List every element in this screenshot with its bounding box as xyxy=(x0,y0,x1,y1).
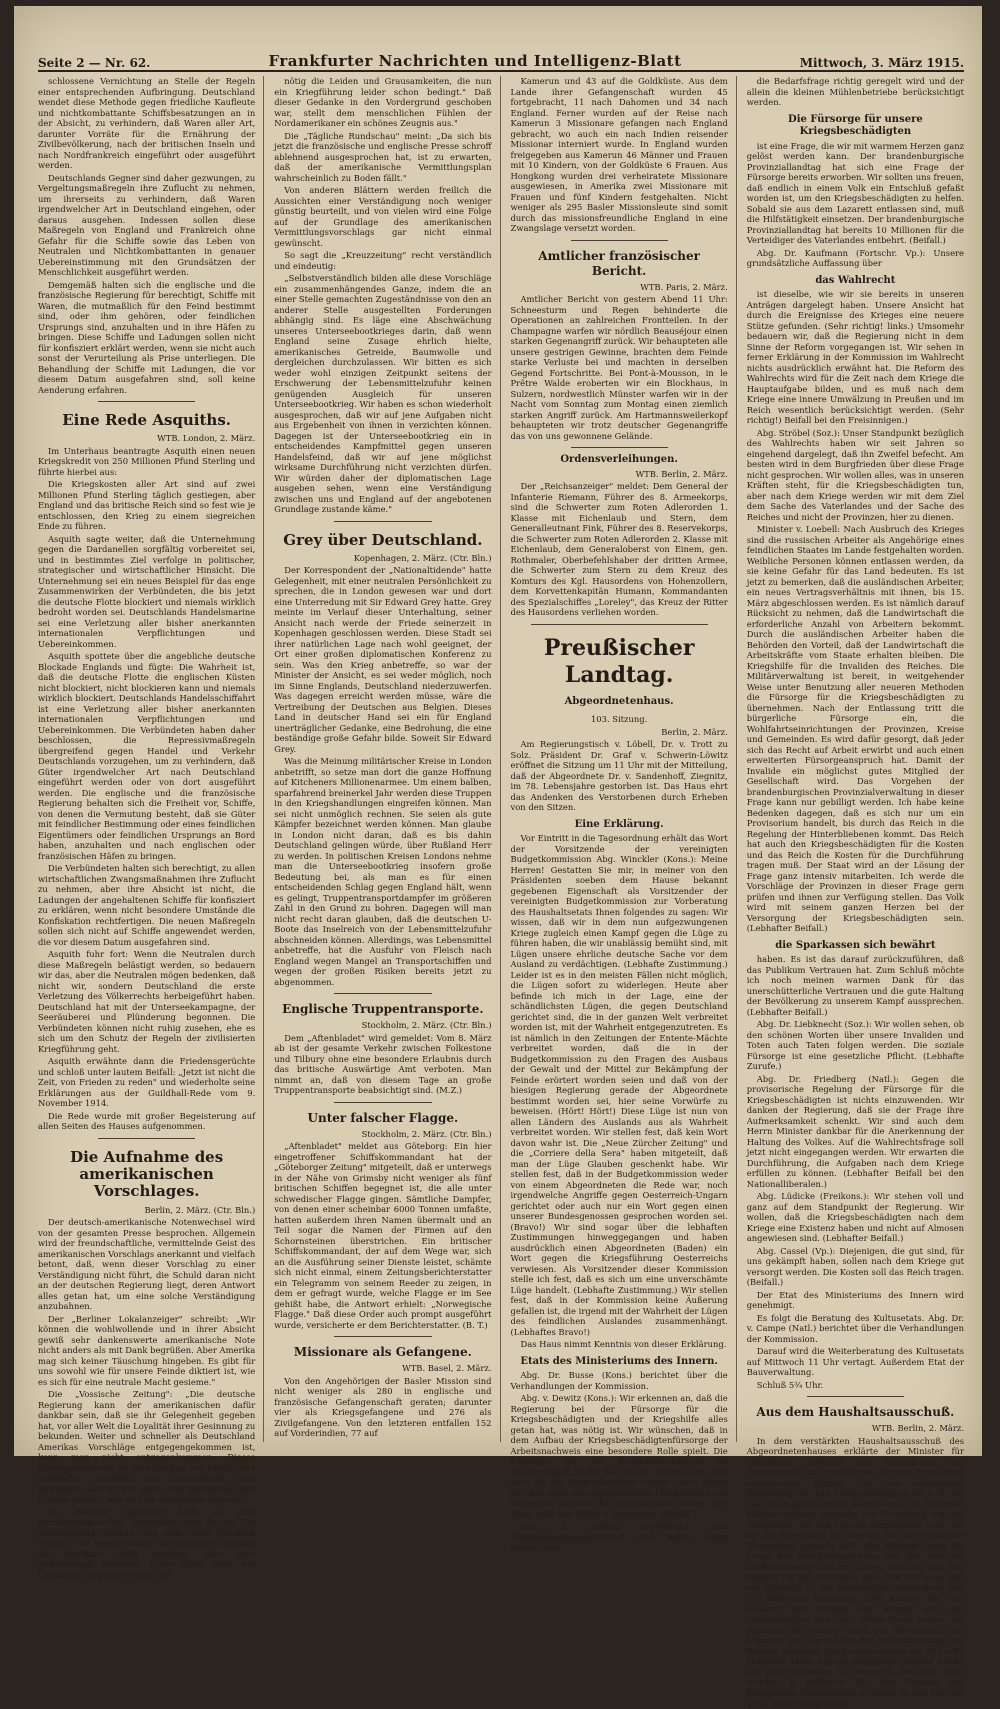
column-3 xyxy=(510,76,737,1552)
dateline: WTB. Basel, 2. März. xyxy=(402,1363,492,1374)
paragraph: Asquith spottete über die angebliche deutsche Blockade Englands und fügte: Die Wahrheit ist, daß die deutsche Flotte die englischen Küsten nicht blockiert, nicht blockieren kann und niemals wirklich blockiert. Deutschlands Handelsschiffahrt ist eine Verletzung aller bisher anerkannten internationalen Verpflichtungen und Uebereinkommen. Die Verbündeten haben daher beschlossen, die Repressivmaßregeln übergreifend gegen Handel und Verkehr Deutschlands vorzugehen, um zu verhindern, daß Güter irgendwelcher Art nach Deutschland eingeführt werden oder von dort ausgeführt werden. Die englische und die französische Regierung behalten sich die Freiheit vor, Schiffe, von denen die Vermutung besteht, daß sie Güter mit feindlicher Bestimmung oder eines feindlichen Eigentümers oder feindlichen Ursprungs an Bord haben, anzuhalten und nach englischen oder französischen Häfen zu bringen. xyxy=(38,651,256,861)
article-headline: Missionare als Gefangene. xyxy=(293,1345,472,1360)
newspaper-page xyxy=(14,6,982,1708)
divider xyxy=(334,993,431,994)
paragraph: Der „Berliner Lokalanzeiger" schreibt: „Wir können die wohlwollende und in ihrer Absicht gewiß sehr dankenswerte amerikanische Note nicht anders als mit Dank begrüßen. Aber Amerika mag sich keiner Täuschung hingeben. Es gibt für uns sowohl wie für unsere Feinde diktiert ist, wie es sich für eine neutrale Macht gesieme." xyxy=(38,1313,256,1387)
divider xyxy=(98,1138,195,1139)
paragraph: Abg. Lüdicke (Freikons.): Wir stehen voll und ganz auf dem Standpunkt der Regierung. Wir wollen, daß die Kriegsbeschädigten nach dem Kriege eine Existenz haben und nicht auf Almosen angewiesen sind. (Lebhafter Beifall.) xyxy=(746,1191,964,1243)
dateline: Kopenhagen, 2. März. (Ctr. Bln.) xyxy=(353,552,492,563)
paragraph: Minister v. Loebell: Nach Ausbruch des Krieges sind die russischen Arbeiter als Angehörige eines feindlichen Staates im Lande festgehalten worden. Weibliche Personen können entlassen werden, da sie keine Gefahr für das Land bedeuten. Es ist jetzt zu bemerken, daß die ausländischen Arbeiter, ein neues Vertragsverhältnis mit ihnen, bis 15. März abgeschlossen werden. Es ist nämlich darauf Rücksicht zu nehmen, daß die Landwirtschaft die erforderliche Anzahl von Arbeitern bekommt. Durch die ausländischen Arbeiter haben die Behörden den Vorteil, daß der Landwirtschaft die Arbeitskräfte vom Staate erhalten bleiben. Die Kriegshilfe für die Invaliden des Reiches. Die Militärverwaltung ist bereit, in weitgehender Weise unter Benutzung aller neueren Methoden die Fürsorge für die Kriegsbeschädigten zu übernehmen. Nach der Entlassung tritt die bürgerliche Fürsorge ein, die Wohlfahrtseinrichtungen der Provinzen, Kreise und Gemeinden. Es wird dafür gesorgt, daß jeder sich das Recht auf Arbeit erwirbt und auch einen erweiterten Fürsorgeanspruch hat. Damit der Invalide ein möglichst gutes Mitglied der Gesellschaft wird. Das Vorgehen der brandenburgischen Provinzialverwaltung in dieser Frage kann nur gebilligt werden. Ich habe keine Bedenken dagegen, daß es sich nur um ein Provisorium handelt, bis durch das Reich in die Regelung der Hinterbliebenen kommt. Das Reich hat auch den Kriegsbeschädigten für die Kosten und das Reich die Kosten für die Durchführung tragen muß. Der Staat wird an der Lösung der Frage ganz intensiv mitarbeiten. Ich werde die Vorschläge der Provinzen in dieser Frage gern prüfen und ihnen zur Verfügung stellen. Das Volk wird mit seinem ganzen Herzen bei der Versorgung der Kriegsbeschädigten sein. (Lebhafter Beifall.) xyxy=(746,524,964,933)
inline-headline: die Sparkassen sich bewährt xyxy=(775,939,936,951)
paragraph: ist dieselbe, wie wir sie bereits in unseren Anträgen dargelegt haben. Unsere Ansicht hat durch die Ereignisse des Krieges eine neuere Stütze gefunden. (Sehr richtig! links.) Umsomehr bedauern wir, daß die Regierung nicht in dem Sinne der Reform vorgegangen ist. Wir sehen in ferner Erklärung in der Kommission im Wahlrecht nichts ausdrücklich erwähnt hat. Die Reform des Wahlrechts wird für die Zeit nach dem Kriege die Hauptaufgabe bilden, und es muß nach dem Kriege eine innere Umwälzung in Preußen und im Reich wesentlich berücksichtigt werden. (Sehr richtig!) Beifall bei den Freisinnigen.) xyxy=(746,289,964,425)
paragraph: Es folgt die Beratung des Kultusetats. Abg. Dr. v. Campe (Natl.) berichtet über die Verhandlungen der Kommission. xyxy=(746,1312,964,1344)
paragraph: Amtlicher Bericht von gestern Abend 11 Uhr: Schneesturm und Regen behinderte die Operationen an zahlreichen Frontteilen. In der Champagne warfen wir nördlich Beauséjour einen starken Gegenangriff zurück. Wir behaupteten alle unsere gestrigen Gewinne, brachten dem Feinde starke Verluste bei und machten in derselben Gegend Fortschritte. Bei Pont-à-Mousson, in le Prêtre Walde eroberten wir ein Blockhaus, in Sulzern, nordwestlich Münster warfen wir in der Nacht vom Sonntag zum Montag einen ziemlich starken Angriff zurück. Am Hartmannsweilerkopf behaupteten wir trotz deutscher Gegenangriffe das von uns gewonnene Gelände. xyxy=(510,294,728,441)
article-headline: Amtlicher französischer Bericht. xyxy=(538,248,700,278)
divider xyxy=(531,624,708,625)
paragraph: haben. Es ist das darauf zurückzuführen, daß das Publikum Vertrauen hat. Zum Schluß möchte ich noch meinen warmen Dank für das unerschütterliche Vertrauen und die gute Haltung der Bevölkerung zu unserem Kampf aussprechen. (Lebhafter Beifall.) xyxy=(746,954,964,1017)
paragraph: Darauf wird die Weiterberatung des Kultusetats auf Mittwoch 11 Uhr vertagt. Außerdem Etat der Bauverwaltung. xyxy=(746,1346,964,1377)
paragraph: Von anderen Blättern werden freilich die Aussichten einer Verständigung noch weniger günstig beurteilt, und von vielen wird eine Folge auf der Grundlage des amerikanischen Vermittlungsvorschlags gar nicht einmal gewünscht. xyxy=(274,185,492,248)
columns xyxy=(38,76,964,1708)
article-headline: Grey über Deutschland. xyxy=(283,530,483,549)
paragraph: Was die Meinung militärischer Kreise in London anbetrifft, so setze man dort die ganze Hoffnung auf Kitcheners Millionenarmee. Um einem balben, sparfahrend breinerkel Jahr werden diese Truppen in den Kriegshandlungen eingreifen können. Man sei nicht unmöglich rechnen. Sie seien als gute Kämpfer bezeichnet werden können. Man glaube in London nicht daran, daß es bis dahin Deutschland gelingen würde, über Rußland Herr zu werden. In politischen Kreisen Londons nehme man die Unterseebootkrieg insofern große Bedeutung bei, als man es für einen entscheidenden Schlag gegen England hält, wenn es gelingt, Truppentransportdampfer im größeren Zahl in den Grund zu bohren. Dagegen will man nicht recht daran glauben, daß die deutschen U-Boote das Inselreich von der Lebensmittelzufuhr abschneiden können. Allerdings, was Lebensmittel anbetreffe, hat die Ausfuhr von Fleisch nach England wegen Mangel an Transportschiffen und wegen der großen Risiken bereits jetzt zu abgenommen. xyxy=(274,756,492,987)
divider xyxy=(334,1102,431,1103)
article-headline: Etats des Ministeriums des Innern. xyxy=(520,1355,718,1367)
paragraph: Am Regierungstisch v. Löbell, Dr. v. Trott zu Solz. Präsident Dr. Graf v. Schwerin-Löwitz eröffnet die Sitzung um 11 Uhr mit der Mitteilung, daß der Abgeordnete Dr. v. Sandenhoff, Ziegnitz, im 78. Lebensjahre gestorben ist. Das Haus ehrt das Andenken des Verstorbenen durch Erheben von den Sitzen. xyxy=(510,739,728,812)
column-1 xyxy=(38,76,264,1580)
column-2 xyxy=(274,76,500,1442)
paragraph: Abg. Dr. Liebknecht (Soz.): Wir wollen sehen, ob den schönen Worten über unsere Invaliden und Toten auch Taten folgen werden. Die soziale Fürsorge ist eine gesetzliche Pflicht. (Lebhafte Zurufe.) xyxy=(746,1019,964,1071)
dateline: Stockholm, 2. März. (Ctr. Bln.) xyxy=(361,1020,492,1031)
paragraph: Das Haus nimmt Kenntnis von dieser Erklärung. xyxy=(520,1339,727,1349)
paragraph: Deutschlands Gegner sind daher gezwungen, zu Vergeltungsmaßregeln ihre Zuflucht zu nehmen, um ihrerseits zu verhindern, daß Waren irgendwelcher Art in Deutschland eingehen, oder daraus ausgehen. Indessen sollen diese Maßregeln von England und Frankreich ohne Gefahr für die Schiffe sowie das Leben von Neutralen und Nichtkombattanten in genauer Uebereinstimmung mit den Grundsätzen der Menschlichkeit ausgeführt werden. xyxy=(38,172,256,277)
paragraph: schlossene Vernichtung an Stelle der Regeln einer entsprechenden Aufbringung. Deutschland wendet diese Methode gegen friedliche Kaufleute und nichtkombattante Schiffsbesatzungen an in der Absicht, zu verhindern, daß Waren aller Art, darunter Vorräte für die Ernährung der Zivilbevölkerung, nach der britischen Inseln und nach Nordfrankreich eingeführt oder ausgeführt werden. xyxy=(38,76,256,170)
issue-date: Mittwoch, 3. März 1915. xyxy=(799,56,964,70)
paragraph: Vor Eintritt in die Tagesordnung erhält das Wort der Vorsitzende der vereinigten Budgetkommission Abg. Winckler (Kons.): Meine Herren! Gestatten Sie mir, in meiner von den Präsidenten soeben dem Hause bekannt gegebenen Eigenschaft als Vorsitzender der vereinigten Budgetkommission zur Vorberatung des Haushaltsetats Ihnen folgendes zu sagen: Wir wissen, daß wir in dem nun aufgezwungenen Kriege zugleich einen Kampf gegen die Lüge zu führen haben, die wir unablässig bemüht sind, mit Lügen unsere ehrliche deutsche Sache vor dem Ausland zu verdächtigen. (Lebhafte Zustimmung.) Leider ist es in den meisten Fällen nicht möglich, die Lügen sofort zu widerlegen. Heute aber befinde ich mich in der Lage, eine der schändlichsten Lügen, die gegen Deutschland gerichtet sind, die in der ganzen Welt verbreitet worden ist, mit der Wahrheit entgegenzutreten. Es ist nämlich in den Zeitungen der Entente-Mächte verbreitet worden, daß die in der Budgetkommission zu den Fragen des Ausbaus der Gewalt und der Mittel zur Bekämpfung der Feinde erörtert worden seien und daß von der hiesigen Regierung gerade der Abgeordnete bestimmt worden sei, hier seine Vorwürfe zu beweisen. (Hört! Hört!) Diese Lüge ist nun von allen Ländern des Auslands aus als Wahrheit verbreitet worden. Wir stellen fest, daß kein Wort davon wahr ist. Die „Neue Zürcher Zeitung" und die „Corriere della Sera" haben mitgeteilt, daß man der Lüge Glauben geschenkt habe. Wir stellen fest, daß in der Budgetkommission weder von einem Abgeordneten die Rede war, noch irgendwelche Angriffe gegen Oesterreich-Ungarn gerichtet oder auch nur ein Wort gegen einen unserer Bundesgenossen gesprochen worden sei. (Bravo!) Wir sind sogar über die lebhaften Zustimmungen hinweggegangen und haben ausdrücklich einen Abgeordneten (Baden) ein Wort gegen die Kriegsführung Oesterreichs verwiesen. Als Vorsitzender dieser Kommission stelle ich fest, daß es sich um eine unverschämte Lüge handelt. (Lebhafte Zustimmung.) Wir stellen fest, daß in der Kommission keine Äußerung gefallen ist, die irgend mit der Wahrheit der Lügen des feindlichen Auslandes zusammenhängt. (Lebhaftes Bravo!) xyxy=(510,833,728,1337)
masthead xyxy=(38,48,964,72)
inline-headline: Die Fürsorge für unsere Kriegsbeschädigten xyxy=(788,113,923,137)
paragraph: In dem verstärkten Haushaltsausschuß des Abgeordnetenhauses erklärte der Minister für öffentliche Arbeiten die Ausnutzung der Wasserkräfte in Preußen sei für die Erzeugung elektrischen Stroms, da von erheblicher Bedeutung sei. Die Stromversorgung sei z. B. für das Staatsgebiet erzielt worden etwa 24 Millionen Kilowattstunden ergeben. Von Bedeutung sind die Talsperren, die mit Mitteln ausgestattet sind, die für die Erzeugung der Energie für die elektrische Versorgung gedacht sind. Der Minister legte die Frage der Energieversorgung dar. Der Bau des Großkraftwerkes ist im Gange. Für den Bau des Kanals, für das Kraftwerk sind 106 Millionen und ein Zuschuß zu der elektrischen Versorgung von 15 Millionen beantragt. Die Kosten für den Ausbau, der Ausbau des Kanals und der Großindustrie und des Rhein-Weser-Kanals im Rahmen der Vorlage sind zur Verfügung. Der Minister gab auch über die Elektrifizierung der Bahnen Auskunft. Die Kosten wurden auf 70 bis 80 Millionen Mark Kapital angegeben. Darauf wurde die Elektrifizierung in Pommern erwähnt. Auch wurden 8 Millionen für den Neubau des Königlichen Opernhauses in Berlin in den Etat für 1915 wieder eingestellt. xyxy=(746,1435,964,1708)
paragraph: Abg. v. Dewitz (Kons.): Wir erkennen an, daß die Regierung bei der Fürsorge für die Kriegsbeschädigten und der Kriegshilfe alles getan hat, was nötig ist. Wir wünschen, daß in dem Aufbau der Kriegsbeschädigtenfürsorge der Arbeitsnachweis eine besondere Rolle spielt. Die Fürsorge für die Kriegsbeschädigten ist ausschließlich Sache des Reichs. Wir müssen aber auch für die Hinterbliebenen sorgen. Dann bitten wir, daß auch die ostpreußischen Flüchtlinge nicht vergessen werden, die zurückkehren wollen. Der Staat muß hier helfend eingreifen. (Beifall.) xyxy=(510,1393,728,1519)
page-number: Seite 2 — Nr. 62. xyxy=(38,56,151,70)
section-headline: Preußischer Landtag. xyxy=(543,634,695,688)
article-headline: Aus dem Haushaltsausschuß. xyxy=(756,1405,955,1419)
paragraph: Abg. v. Zedlitz (Freikons.): Die Kriegsgetreidegesellschaft muß dafür Sorge tragen, daß xyxy=(510,1521,728,1552)
paragraph: Abg. Dr. Busse (Kons.) berichtet über die Verhandlungen der Kommission. xyxy=(510,1370,728,1391)
dateline: Berlin, 2. März. (Ctr. Bln.) xyxy=(144,1204,256,1215)
divider xyxy=(98,401,195,402)
paragraph: „Aftenbladet" meldet aus Göteborg: Ein hier eingetroffener Schiffskommandant hat der „Göteborger Zeitung" mitgeteilt, daß er unterwegs in der Nähe von Grimsby nicht weniger als fünf britischen Schiffen begegnet ist, die alle unter schwedischer Flagge gingen. Sämtliche Dampfer, von denen einer scheinbar 6000 Tonnen umfaßte, hatten außerdem ihren Namen übermalt und an Teil sogar die Namen der Firmen auf den Schornsteinen überstrichen. Ein britischer Schiffskommandant, der auf dem Wege war, sich an die Ausführung seiner Dienste leistet, schämte sich nicht einmal, einem Zeitungsberichterstatter ein Telegramm von seinem Reeder zu zeigen, in dem er gefragt wurde, welche Flagge er im See gehißt habe, die Antwort erhielt: „Norwegische Flagge." Daß diese Order auch prompt ausgeführt wurde, versicherte er dem Berichterstatter. (B. T.) xyxy=(274,1141,492,1330)
divider xyxy=(334,521,431,522)
divider xyxy=(571,447,668,448)
paragraph: Der deutsch-amerikanische Notenwechsel wird von der gesamten Presse besprochen. Allgemein wird der freundschaftliche, vermittelnde Geist des amerikanischen Vorschlags anerkannt und vielfach betont, daß, wenn dieser Vorschlag zu einer Verständigung nicht führt, die Schuld daran nicht an der deutschen Regierung liegt, deren Antwort alles getan hat, um eine solche Verständigung anzubahnen. xyxy=(38,1217,256,1311)
paragraph: ist eine Frage, die wir mit warmem Herzen ganz gelöst werden kann. Der brandenburgische Provinziallandtag hat sich eine Frage der Fürsorge bereits erworben. Wir sollten uns freuen, daß endlich in einem Volk ein Entschluß gefaßt worden ist, um den Kriegsbeschädigten zu helfen. Sobald sie aus dem Lazarett entlassen sind, muß die Hilfstätigkeit einsetzen. Der brandenburgische Provinziallandtag hat bereits 10 Millionen für die Verteidiger des Vaterlandes entbehrt. (Beifall.) xyxy=(746,140,964,245)
paragraph: die Bedarfsfrage richtig geregelt wird und der allein die kleinen Mühlenbetriebe berücksichtigt werden. xyxy=(746,76,964,107)
article-headline: Eine Rede Asquiths. xyxy=(62,411,231,429)
dateline: WTB. London, 2. März. xyxy=(157,433,256,444)
paragraph: Kamerun und 43 auf die Goldküste. Aus dem Lande ihrer Gefangenschaft wurden 45 fortgebracht, 11 nach Dahomen und 34 nach England. Ferner wurden auf der Reise nach Kamerun 3 Missionare gefangen nach England gebracht, wo auch ein nach Indien reisender Missionar interniert wurde. In England wurden freigegeben aus Kamerun 46 Männer und Frauen mit 10 Kindern, von der Goldküste 6 Frauen. Aus Hongkong wurden drei verheiratete Missionare ausgewiesen, in Amerika zwei Missionare mit Frauen und fünf Kindern festgehalten. Nicht weniger als 295 Basler Missionsleute sind somit durch das missionsfreundliche England in eine Zwangslage versetzt worden. xyxy=(510,76,728,233)
paragraph: Abg. Ströbel (Soz.): Unser Standpunkt bezüglich des Wahlrechts haben wir seit Jahren so eingehend dargelegt, daß ihn Zweifel befecht. Am besten wird in dem Burgfrieden über diese Frage nicht gesprochen. Wir wollen alles, was in unseren Kräften steht, für die Kriegsbeschädigten tun, aber nach dem Kriege werden wir mit dem Ziel dem Sache des Vaterlandes und der Sache des Reiches und nicht der Provinzen, hier zu dienen. xyxy=(746,427,964,522)
article-headline: Die Aufnahme des amerikanischen Vorschlages. xyxy=(70,1147,224,1201)
column-4 xyxy=(746,76,964,1708)
divider xyxy=(807,1396,904,1397)
section-subheadline: Abgeordnetenhaus. xyxy=(564,695,674,707)
paragraph: Asquith fuhr fort: Wenn die Neutralen durch diese Maßregeln belästigt werden, so bedauern wir das, aber die Neutralen mögen bedenken, daß nicht wir, sondern Deutschland die erste Verletzung des Völkerrechts herbeigeführt haben. Deutschland hat mit der Unterseekampagne, der Seeräuberei und Plünderung begonnen. Die Verbündeten können nicht ruhig zusehen, ehe es sich um den Schutz der Regeln der zivilisierten Kriegführung geht. xyxy=(38,949,256,1054)
divider xyxy=(571,240,668,241)
article-headline: Englische Truppentransporte. xyxy=(282,1002,484,1017)
dateline: WTB. Berlin, 2. März. xyxy=(635,468,728,479)
paragraph: Der Etat des Ministeriums des Innern wird genehmigt. xyxy=(746,1289,964,1310)
divider xyxy=(334,1336,431,1337)
newspaper-title: Frankfurter Nachrichten und Intelligenz-Blatt xyxy=(268,52,682,70)
session-number: 103. Sitzung. xyxy=(590,714,648,724)
article-headline: Eine Erklärung. xyxy=(574,818,664,830)
paragraph: Die „Vossische Zeitung": „Die deutsche Regierung kann der amerikanischen dafür dankbar sein, daß sie ihr Gelegenheit gegeben hat, vor aller Welt die Loyalität ihrer Gesinnung zu bekunden. Weiter und schneller als Deutschland Amerikas Vorschläge entgegengekommen ist, kann man nicht entgegenkommen. Dieses Entgegenkommen ist kein Zeichen von Furcht und Schwäche, vielmehr hat Deutschland jetzt bewiesen, daß es mit Ruhe und Sicherheit den Dingen zusieht, wie sie sich entwickeln werden." xyxy=(38,1389,256,1504)
paragraph: Im „Berliner Tageblatt" heißt es: „Die nordamerikanischen Vorschläge sind in der Tat wohlmeinend gedacht und nicht ohne Geschick verfaßt. Sie werden durch die deutsche Antwort als durchaus recht erwogen, aber sehr gewissenhaft bewertet. Unter allem steht das Leitmotiv: Vergrößere nicht un- xyxy=(38,1506,256,1580)
dateline: WTB. Paris, 2. März. xyxy=(640,281,728,292)
paragraph: Dem „Aftenbladet" wird gemeldet: Vom 8. März ab ist der gesamte Verkehr zwischen Folkestone und Tilbury ohne eine besondere Erlaubnis durch das britische Auswärtige Amt verboten. Man nimmt an, daß von diesem Tage an große Truppentransporte beabsichtigt sind. (M.Z.) xyxy=(274,1032,492,1096)
paragraph: Demgemäß halten sich die englische und die französische Regierung für berechtigt, Schiffe mit Waren, die mutmaßlich für den Feind bestimmt sind, oder ihm gehören, oder feindlichen Ursprungs sind, anzuhalten und in ihre Häfen zu bringen. Diese Schiffe und Ladungen sollen nicht für konfisziert erklärt werden, wenn sie nicht auch sonst der Verurteilung als Prise unterliegen. Die Behandlung der Schiffe mit Ladungen, die vor diesem Datum ausgefahren sind, soll keine Aenderung erfahren. xyxy=(38,279,256,395)
paragraph: Die Rede wurde mit großer Begeisterung auf allen Seiten des Hauses aufgenommen. xyxy=(38,1110,256,1132)
paragraph: Asquith sagte weiter, daß die Unternehmung gegen die Dardanellen sorgfältig vorbereitet sei, und in bestimmtes Ziel verfolge in politischer, strategischer und wirtschaftlicher Hinsicht. Die Unternehmung sei ein neues Beispiel für das enge Zusammenwirken der Verbündeten, die bis jetzt die deutsche Flotte blockiert und niemals wirklich bedroht worden sei. Deutschlands Handelsmarine sei eine Verletzung aller bisher anerkannten internationalen Verpflichtungen und Uebereinkommen. xyxy=(38,533,256,649)
paragraph: So sagt die „Kreuzzeitung" recht verständlich und eindeutig: xyxy=(274,250,492,271)
paragraph: Im Unterhaus beantragte Asquith einen neuen Kriegskredit von 250 Millionen Pfund Sterling und führte hierbei aus: xyxy=(38,445,256,477)
paragraph: Von den Angehörigen der Basler Mission sind nicht weniger als 280 in englische und französische Gefangenschaft geraten; darunter vier als Kriegsgefangene und 276 als Zivilgefangene. Von den letzteren entfallen 152 auf Vorderindien, 77 auf xyxy=(274,1375,492,1439)
paragraph: Abg. Dr. Friedberg (Natl.): Gegen die provisorische Regelung der Fürsorge für die Kriegsbeschädigten ist nichts einzuwenden. Wir danken der Regierung, daß sie der Frage ihre Aufmerksamkeit schenkt. Wir sind auch dem Herrn Minister dankbar für die Anerkennung der Haltung des Volkes. Auf die Wahlrechtsfrage soll jetzt nicht eingegangen werden. Wir erwarten die Durchführung, die Aufgaben nach dem Kriege erfüllen zu können. (Lebhafter Beifall bei den Nationalliberalen.) xyxy=(746,1073,964,1189)
paragraph: Abg. Cassel (Vp.): Diejenigen, die gut sind, für uns gekämpft haben, sollen nach dem Kriege gut versorgt werden. Die Kosten soll das Reich tragen. (Beifall.) xyxy=(746,1245,964,1287)
dateline: Stockholm, 2. März. (Ctr. Bln.) xyxy=(361,1128,492,1139)
dateline: WTB. Berlin, 2. März. xyxy=(871,1423,964,1433)
paragraph: Die „Tägliche Rundschau" meint: „Da sich bis jetzt die französische und englische Presse schroff ablehnend ausgesprochen hat, ist zu erwarten, daß der amerikanische Vermittlungsplan wahrscheinlich zu Boden fällt." xyxy=(274,130,492,183)
article-headline: Unter falscher Flagge. xyxy=(307,1110,459,1125)
paragraph: Die Verbündeten halten sich berechtigt, zu allen wirtschaftlichen Zwangsmaßnahmen ihre Zuflucht zu nehmen, aber ihre Absicht ist nicht, die Ladungen der angehaltenen Schiffe für konfisziert zu erklären, wenn nicht besondere Umstände die Konfiskation rechtfertigen. Die neuen Maßregeln sollen sich nicht auf Schiffe angewendet werden, die vor diesem Datum ausgefahren sind. xyxy=(38,863,256,947)
paragraph: „Selbstverständlich bilden alle diese Vorschläge ein zusammenhängendes Ganze, indem die an einer Stelle gemachten Zugeständnisse von den an anderer Stelle ausgestellten Forderungen abhängig sind. Es läge eine Abschwächung unseres Unterseebootkrieges darin, daß wenn England seine Zusage ehrlich hielte, amerikanisches Getreide, Baumwolle und dergleichen durchzulassen. Wir bitten es sich weder wohl einzigen Zeitpunkt seitens der Erschwerung der Lebensmittelzufuhr keinen genügenden Ausgleich für unseren Unterseebootkrieg. Wir haben es schon wiederholt ausgesprochen, daß wir auf jene Aufgaben nicht aus Ergebenheit von ihnen in verzichten können. Dagegen ist der Unterseebootkrieg ein in entscheidendes Kampfmittel gegen unseren Handelsfeind, daß wir auf jene möglichst wirksame Durchführung nicht verzichten dürfen. Wir würden daher der diplomatischen Lage ausgeben sehen, wenn eine Verständigung zwischen uns und England auf der angebotenen Grundlage zustande käme." xyxy=(274,273,492,514)
paragraph: Der Korrespondent der „Nationaltidende" hatte Gelegenheit, mit einer neutralen Persönlichkeit zu sprechen, die in London gewesen war und dort eine Unterredung mit Sir Edward Grey hatte. Grey meinte im Verlauf dieser Unterhaltung, seiner Ansicht nach werde der Friede seinerzeit in Kopenhagen geschlossen werden. Diese Stadt sei ihrer natürlichen Lage nach wohl geeignet, der Ort einer großen diplomatischen Konferenz zu sein. Was den Krieg anbetreffe, so war der Minister der Ansicht, es sei weder möglich, noch im Sinne Englands, Deutschland niederzuwerfen. Was dagegen erreicht werden müsse, wäre die Vertreibung der Deutschen aus Belgien. Dieses Land in deutscher Hand sei ein für England unerträglicher Gedanke, eine Bedrohung, die eine beständige große Gefahr bilde. Soweit Sir Edward Grey. xyxy=(274,565,492,754)
paragraph: Der „Reichsanzeiger" meldet: Dem General der Infanterie Riemann, Führer des 8. Armeekorps, sind die Schwerter zum Roten Adlerorden 1. Klasse mit Eichenlaub und Stern, dem Generalleutnant Fink, Führer des 8. Reservekorps, die Schwerter zum Roten Adlerorden 2. Klasse mit Eichenlaub, dem Generaloberst von Einem, gen. Rothmaler, Oberbefehlshaber der dritten Armee, die Schwerter zum Stern zu dem Kreuz des Komturs des Kgl. Hausordens von Hohenzollern, dem Korvettenkapitän Humann, Kommandanten des Spezialschiffes „Loreley", das Kreuz der Ritter des Hausordens verliehen worden. xyxy=(510,481,728,617)
paragraph: Asquith erwähnte dann die Friedensgerüchte und schloß unter lautem Beifall: „Jetzt ist nicht die Zeit, von Frieden zu reden" und wiederholte seine Erklärungen aus der Guildhall-Rede vom 9. November 1914. xyxy=(38,1056,256,1109)
paragraph: nötig die Leiden und Grausamkeiten, die nun ein Kriegführung leider schon bedingt." Daß dieser Gedanke in den Vordergrund geschoben war, stellt dem menschlichen Fühlen der Nordamerikaner ein schönes Zeugnis aus." xyxy=(274,76,492,128)
article-headline: Ordensverleihungen. xyxy=(560,454,678,465)
paragraph: Schluß 5¾ Uhr. xyxy=(756,1379,824,1390)
inline-headline: das Wahlrecht xyxy=(815,274,896,286)
paragraph: Abg. Dr. Kaufmann (Fortschr. Vp.): Unsere grundsätzliche Auffassung über xyxy=(746,247,964,268)
paragraph: Die Kriegskosten aller Art sind auf zwei Millionen Pfund Sterling täglich gestiegen, aber England und das britische Reich sind so fest wie je entschlossen, den Krieg zu einem siegreichen Ende zu führen. xyxy=(38,479,256,532)
dateline: Berlin, 2. März. xyxy=(661,726,728,737)
